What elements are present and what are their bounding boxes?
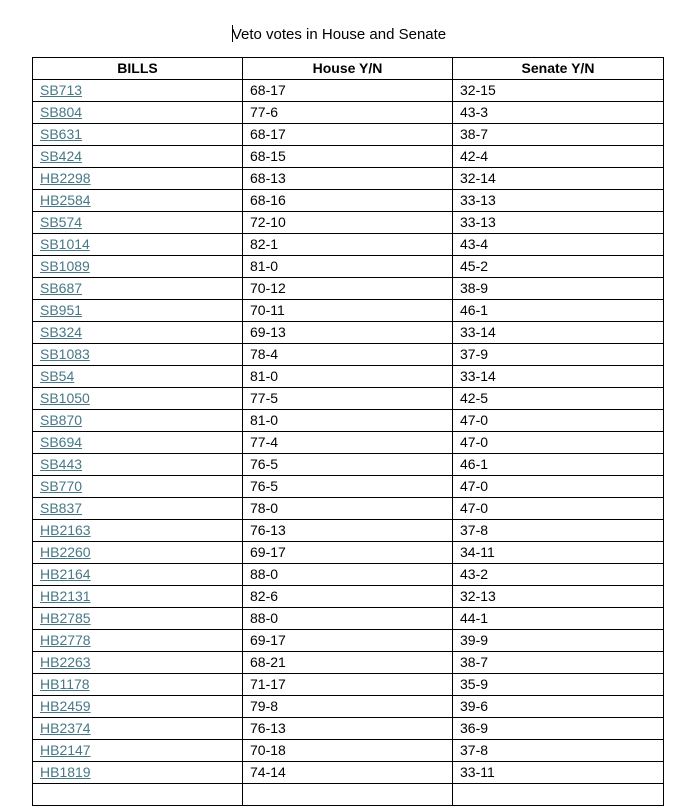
bill-cell xyxy=(33,740,243,762)
senate-vote-cell: 39-6 xyxy=(453,696,664,718)
bill-link[interactable]: HB2260 xyxy=(40,544,91,560)
table-row xyxy=(33,608,664,630)
house-vote-cell: 76-13 xyxy=(243,520,453,542)
bill-link[interactable]: SB687 xyxy=(40,280,83,296)
table-row xyxy=(33,256,664,278)
house-vote-cell: 68-15 xyxy=(243,146,453,168)
bill-link[interactable]: SB1050 xyxy=(40,390,90,406)
senate-vote-cell: 38-7 xyxy=(453,124,664,146)
bill-cell xyxy=(33,520,243,542)
senate-vote-cell: 42-4 xyxy=(453,146,664,168)
bill-link[interactable]: SB770 xyxy=(40,478,83,494)
bill-cell xyxy=(33,102,243,124)
senate-vote-cell: 42-5 xyxy=(453,388,664,410)
bill-link[interactable]: SB1014 xyxy=(40,236,90,252)
house-vote-cell: 70-11 xyxy=(243,300,453,322)
senate-vote-cell: 33-14 xyxy=(453,366,664,388)
table-row xyxy=(33,542,664,564)
house-vote-cell: 88-0 xyxy=(243,564,453,586)
bill-cell xyxy=(33,608,243,630)
senate-vote-cell: 38-9 xyxy=(453,278,664,300)
house-vote-cell: 88-0 xyxy=(243,608,453,630)
bill-link[interactable]: SB804 xyxy=(40,104,83,120)
bill-link[interactable]: HB2164 xyxy=(40,566,91,582)
bill-link[interactable]: SB574 xyxy=(40,214,83,230)
table-row xyxy=(33,80,664,102)
empty-cell xyxy=(243,784,453,806)
bill-cell xyxy=(33,366,243,388)
house-vote-cell: 68-13 xyxy=(243,168,453,190)
bill-cell xyxy=(33,476,243,498)
table-row xyxy=(33,300,664,322)
senate-vote-cell: 37-8 xyxy=(453,520,664,542)
house-vote-cell: 82-6 xyxy=(243,586,453,608)
bill-cell xyxy=(33,410,243,432)
bill-link[interactable]: HB2584 xyxy=(40,192,91,208)
document-title-text[interactable]: Veto votes in House and Senate xyxy=(231,26,447,43)
house-vote-cell: 68-17 xyxy=(243,80,453,102)
bill-cell xyxy=(33,80,243,102)
bill-cell xyxy=(33,256,243,278)
senate-vote-cell: 32-14 xyxy=(453,168,664,190)
table-row xyxy=(33,322,664,344)
bill-cell xyxy=(33,146,243,168)
senate-vote-cell: 37-8 xyxy=(453,740,664,762)
house-vote-cell: 72-10 xyxy=(243,212,453,234)
bill-link[interactable]: SB631 xyxy=(40,126,83,142)
senate-vote-cell: 37-9 xyxy=(453,344,664,366)
house-vote-cell: 77-6 xyxy=(243,102,453,124)
senate-vote-cell: 36-9 xyxy=(453,718,664,740)
senate-vote-cell: 43-4 xyxy=(453,234,664,256)
senate-vote-cell: 33-13 xyxy=(453,190,664,212)
table-row xyxy=(33,234,664,256)
senate-vote-cell: 33-11 xyxy=(453,762,664,784)
header-senate: Senate Y/N xyxy=(453,58,664,80)
table-row xyxy=(33,718,664,740)
house-vote-cell: 76-13 xyxy=(243,718,453,740)
house-vote-cell: 77-5 xyxy=(243,388,453,410)
document-title[interactable] xyxy=(0,25,678,44)
house-vote-cell: 69-13 xyxy=(243,322,453,344)
house-vote-cell: 68-16 xyxy=(243,190,453,212)
house-vote-cell: 81-0 xyxy=(243,366,453,388)
bill-link[interactable]: HB2163 xyxy=(40,522,91,538)
bill-link[interactable]: SB424 xyxy=(40,148,83,164)
bill-link[interactable]: HB1819 xyxy=(40,764,91,780)
table-row xyxy=(33,168,664,190)
house-vote-cell: 74-14 xyxy=(243,762,453,784)
bill-cell xyxy=(33,234,243,256)
table-row xyxy=(33,630,664,652)
house-vote-cell: 81-0 xyxy=(243,410,453,432)
bill-cell xyxy=(33,498,243,520)
veto-votes-table xyxy=(32,57,664,806)
bill-cell xyxy=(33,344,243,366)
bill-cell xyxy=(33,300,243,322)
bill-cell xyxy=(33,630,243,652)
bill-link[interactable]: HB2263 xyxy=(40,654,91,670)
bill-cell xyxy=(33,124,243,146)
table-row xyxy=(33,212,664,234)
bill-cell xyxy=(33,696,243,718)
senate-vote-cell: 47-0 xyxy=(453,476,664,498)
table-row xyxy=(33,278,664,300)
bill-link[interactable]: SB324 xyxy=(40,324,83,340)
bill-link[interactable]: HB2459 xyxy=(40,698,91,714)
table-row xyxy=(33,102,664,124)
bill-link[interactable]: SB443 xyxy=(40,456,83,472)
house-vote-cell: 69-17 xyxy=(243,630,453,652)
table-row xyxy=(33,146,664,168)
bill-link[interactable]: SB870 xyxy=(40,412,83,428)
house-vote-cell: 79-8 xyxy=(243,696,453,718)
senate-vote-cell: 46-1 xyxy=(453,300,664,322)
senate-vote-cell: 47-0 xyxy=(453,410,664,432)
table-row xyxy=(33,740,664,762)
bill-cell xyxy=(33,454,243,476)
house-vote-cell: 76-5 xyxy=(243,476,453,498)
bill-link[interactable]: SB1089 xyxy=(40,258,90,274)
table-row xyxy=(33,696,664,718)
bill-link[interactable]: HB2785 xyxy=(40,610,91,626)
table-header-row xyxy=(33,58,664,80)
senate-vote-cell: 43-2 xyxy=(453,564,664,586)
senate-vote-cell: 46-1 xyxy=(453,454,664,476)
bill-link[interactable]: SB713 xyxy=(40,82,83,98)
table-row xyxy=(33,762,664,784)
empty-cell xyxy=(453,784,664,806)
bill-cell xyxy=(33,674,243,696)
house-vote-cell: 68-21 xyxy=(243,652,453,674)
table-row xyxy=(33,344,664,366)
bill-link[interactable]: SB1083 xyxy=(40,346,90,362)
house-vote-cell: 69-17 xyxy=(243,542,453,564)
table-row xyxy=(33,388,664,410)
house-vote-cell: 68-17 xyxy=(243,124,453,146)
bill-cell xyxy=(33,432,243,454)
table-row-clipped xyxy=(33,784,664,806)
table-row xyxy=(33,652,664,674)
bill-cell xyxy=(33,168,243,190)
table-row xyxy=(33,124,664,146)
empty-cell xyxy=(33,784,243,806)
table-row xyxy=(33,432,664,454)
bill-cell xyxy=(33,564,243,586)
house-vote-cell: 77-4 xyxy=(243,432,453,454)
senate-vote-cell: 35-9 xyxy=(453,674,664,696)
bill-link[interactable]: SB951 xyxy=(40,302,83,318)
table-row xyxy=(33,674,664,696)
header-bills: BILLS xyxy=(33,58,243,80)
house-vote-cell: 78-0 xyxy=(243,498,453,520)
bill-link[interactable]: SB694 xyxy=(40,434,83,450)
senate-vote-cell: 32-13 xyxy=(453,586,664,608)
table-row xyxy=(33,586,664,608)
bill-cell xyxy=(33,542,243,564)
bill-link[interactable]: HB2298 xyxy=(40,170,91,186)
bill-link[interactable]: HB2374 xyxy=(40,720,91,736)
bill-link[interactable]: SB837 xyxy=(40,500,83,516)
table-row xyxy=(33,520,664,542)
senate-vote-cell: 43-3 xyxy=(453,102,664,124)
senate-vote-cell: 44-1 xyxy=(453,608,664,630)
house-vote-cell: 81-0 xyxy=(243,256,453,278)
table-row xyxy=(33,476,664,498)
bill-link[interactable]: HB2131 xyxy=(40,588,91,604)
bill-cell xyxy=(33,212,243,234)
senate-vote-cell: 34-11 xyxy=(453,542,664,564)
senate-vote-cell: 39-9 xyxy=(453,630,664,652)
bill-cell xyxy=(33,586,243,608)
table-row xyxy=(33,410,664,432)
table-row xyxy=(33,190,664,212)
senate-vote-cell: 32-15 xyxy=(453,80,664,102)
house-vote-cell: 82-1 xyxy=(243,234,453,256)
bill-link[interactable]: SB54 xyxy=(40,368,75,384)
senate-vote-cell: 45-2 xyxy=(453,256,664,278)
senate-vote-cell: 38-7 xyxy=(453,652,664,674)
bill-link[interactable]: HB1178 xyxy=(40,676,90,692)
bill-cell xyxy=(33,190,243,212)
bill-cell xyxy=(33,762,243,784)
house-vote-cell: 70-12 xyxy=(243,278,453,300)
bill-link[interactable]: HB2778 xyxy=(40,632,91,648)
senate-vote-cell: 47-0 xyxy=(453,498,664,520)
bill-cell xyxy=(33,652,243,674)
header-house: House Y/N xyxy=(243,58,453,80)
bill-cell xyxy=(33,322,243,344)
house-vote-cell: 71-17 xyxy=(243,674,453,696)
house-vote-cell: 76-5 xyxy=(243,454,453,476)
table-row xyxy=(33,564,664,586)
senate-vote-cell: 47-0 xyxy=(453,432,664,454)
table-row xyxy=(33,454,664,476)
senate-vote-cell: 33-14 xyxy=(453,322,664,344)
house-vote-cell: 70-18 xyxy=(243,740,453,762)
bill-cell xyxy=(33,278,243,300)
bill-link[interactable]: HB2147 xyxy=(40,742,91,758)
table-row xyxy=(33,366,664,388)
bill-cell xyxy=(33,718,243,740)
senate-vote-cell: 33-13 xyxy=(453,212,664,234)
table-body xyxy=(33,80,664,806)
bill-cell xyxy=(33,388,243,410)
house-vote-cell: 78-4 xyxy=(243,344,453,366)
table-row xyxy=(33,498,664,520)
